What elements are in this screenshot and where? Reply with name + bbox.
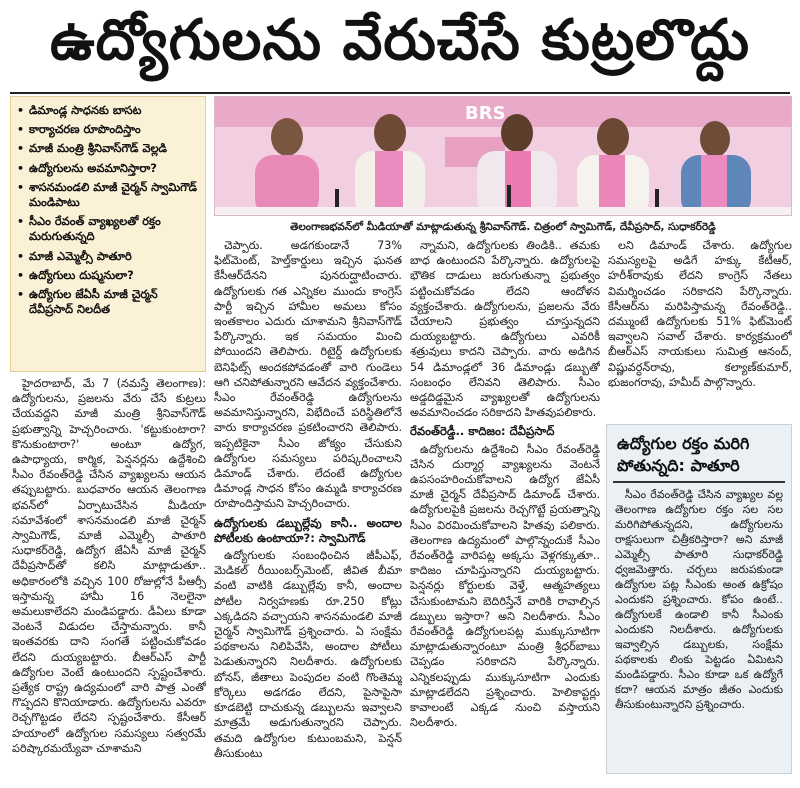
paragraph: ఉద్యోగులను ఉద్దేశించి సీఎం రేవంత్‌రెడ్డి చేసిన దుర్మార్గ వ్యాఖ్యలను వెంటనే ఉపసంహరించుకోవాలని ఉద్యోగ జేఏసీ మాజీ చైర్మన్ దేవీప్రసాద్ డిమాండ్ చేశారు. ఉద్యోగులపైకి ప్రజలను రెచ్చగొట్టే ప్రయత్నాన్ని సీఎం విరమించుకోవాలని హితవు పలికారు. తెలంగాణ ఉద్యమంలో పాల్గొన్నందుకే సీఎం రేవంత్‌రెడ్డి వారిపట్ల అక్కసు వెళ్లగక్కుతూ.. కాదిజం చూపిస్తున్నారని దుయ్యబట్టారు. పెన్షనర్లు కోర్టులకు వెళ్తే, ఆత్మహత్యలు చేసుకుంటామని బెదిరిస్తేనే వారికి రావాల్సిన డబ్బులు ఇస్తారా? అని నిలదీశారు. సీఎం రేవంత్‌రెడ్డి ఉద్యోగులపట్ల ముక్కుసూటిగా మాట్లాడుతున్నారంటూ మంత్రి శ్రీధర్‌బాబు చెప్పడం సరికాదని పేర్కొన్నారు. ఎన్నికలప్పుడు ముక్కుసూటిగా ఎందుకు మాట్లాడలేదని ప్రశ్నించారు. హెలికాప్టర్లు కావాలంటే ఎక్కడ నుంచి వస్తాయని నిలదీశారు. bbox=[410, 442, 600, 730]
highlight-item bbox=[17, 214, 199, 244]
bullet-icon: • bbox=[17, 249, 25, 263]
highlight-item bbox=[17, 141, 199, 156]
paragraph: సీఎం రేవంత్‌రెడ్డి చేసిన వ్యాఖ్యల వల్ల తెలంగాణ ఉద్యోగుల రక్తం సల సల మరిగిపోతున్నదని, ఉద్యోగులను రాక్షసులుగా చిత్రీకరిస్తారా? అని మాజీ ఎమ్మెల్సీ పాతూరి సుధాకర్‌రెడ్డి ధ్వజమెత్తారు. చర్చలు జరుపకుండా ఉద్యోగుల పట్ల సీఎంకు అంత ఉక్రోషం ఎందుకని ప్రశ్నించారు. కోపం ఉంటే.. ఉద్యోగులకే ఉండాలి కానీ సీఎంకు ఎందుకని నిలదీశారు. ఉద్యోగులకు ఇవ్వాల్సిన డబ్బులకు, సంక్షేమ పథకాలకు లింకు పెట్టడం ఏమిటని మండిపడ్డారు. సీఎం కూడా ఒక ఉద్యోగే కదా? ఆయన మాత్రం జీతం ఎందుకు తీసుకుంటున్నారని ప్రశ్నించారు. bbox=[615, 488, 783, 711]
highlight-text: కార్యాచరణ రూపొందిస్తాం bbox=[29, 122, 141, 137]
bullet-icon: • bbox=[17, 180, 25, 194]
highlight-text: ఉద్యోగులను అవమానిస్తారా? bbox=[29, 160, 157, 175]
banner-text: BRS bbox=[465, 103, 506, 124]
highlight-item bbox=[17, 161, 199, 176]
highlight-text: ఉద్యోగులు దుష్మనులా? bbox=[29, 267, 134, 282]
highlight-item bbox=[17, 103, 199, 118]
highlight-item bbox=[17, 287, 199, 317]
press-meet-illustration bbox=[215, 97, 792, 216]
highlight-item bbox=[17, 180, 199, 210]
article-column-1 bbox=[12, 376, 206, 784]
paragraph: ఉద్యోగులకు సంబంధించిన జీపీఎఫ్, మెడికల్ రీయింబర్స్‌మెంట్, జీవిత బీమా వంటి వాటికి డబ్బుల్లేవు కానీ, అందాల పోటీల నిర్వహణకు రూ.250 కోట్లు ఎక్కడిదని వచ్చాయని శాసనమండలి మాజీ చైర్మన్ స్వామిగౌడ్ ప్రశ్నించారు. ఏ సంక్షేమ పథకాలను నిలిపివేసి, అందాల పోటీలు పెడుతున్నారని నిలదీశారు. ఉద్యోగులకు బోనస్, జీతాలు పెంపుదల వంటి గొంతెమ్మ కోర్కెలు అడగడం లేదని, పైసాపైసా కూడబెట్టి దాచుకున్న డబ్బులను ఇవ్వాలని మాత్రమే అడుగుతున్నారని చెప్పారు. తమది ఉద్యోగుల కుటుంబమని, పెన్షన్ తీసుకుంటు bbox=[214, 549, 402, 760]
bullet-icon: • bbox=[17, 123, 25, 137]
paragraph: చెప్పారు. అడగకుండానే 73% ఫిట్‌మెంట్, హెల్త్‌కార్డులు ఇచ్చిన ఘనత కేసీఆర్‌దేనని పునరుద్ఘాటించారు. ఉద్యోగులకు గత ఎన్నికల ముందు కాంగ్రెస్ పార్టీ ఇచ్చిన హామీల అమలు కోసం ఇంతకాలం ఎదురు చూశామని శ్రీనివాస్‌గౌడ్ పేర్కొన్నారు. ఇక సమయం మించి పోయిందని తెలిపారు. రిటైర్డ్ ఉద్యోగులకు బెనిఫిట్స్ అందకపోవడంతో వారి గుండెలు ఆగి చనిపోతున్నారని ఆవేదన వ్యక్తంచేశారు. సీఎం రేవంత్‌రెడ్డి ఉద్యోగులను అవమానిస్తున్నారని, విభేదించే పరిస్థితిలోనే వారు కార్యాచరణ ప్రకటించారని తెలిపారు. ఇప్పటికైనా సీఎం జోక్యం చేసుకుని ఉద్యోగుల సమస్యలు పరిష్కరించాలని డిమాండ్ చేశారు. లేదంటే ఉద్యోగుల డిమాండ్ల సాధన కోసం ఉమ్మడి కార్యాచరణ రూపొందిస్తామని హెచ్చరించారు. bbox=[214, 239, 402, 511]
photo-caption: తెలంగాణభవన్‌లో మీడియాతో మాట్లాడుతున్న శ్రీనివాస్‌గౌడ్. చిత్రంలో స్వామిగౌడ్, దేవీప్రసాద్, సుధాకర్‌రెడ్డి bbox=[290, 221, 716, 233]
sidebar-story-body bbox=[607, 483, 791, 716]
highlights-box bbox=[10, 96, 206, 372]
paragraph: న్నామని, ఉద్యోగులకు తిండికి.. తమకు బాధ ఉంటుందని పేర్కొన్నారు. ఉద్యోగులపై భౌతిక దాడులు జరుగుతున్నా ప్రభుత్వం పట్టించుకోవడం లేదని ఆందోళన వ్యక్తంచేశారు. ఉద్యోగులను, ప్రజలను వేరు చేయాలని ప్రభుత్వం చూస్తున్నదని దుయ్యబట్టారు. ఉద్యోగులు ఎవరికీ శత్రువులు కాదని చెప్పారు. వారు అడిగిన 54 డిమాండ్లలో 36 డిమాండ్లు డబ్బుతో సంబంధం లేనివని తెలిపారు. సీఎం అడ్డదిడ్డమైన వ్యాఖ్యలతో ఉద్యోగులను అవమానించడం సరికాదని హితవుపలికారు. bbox=[410, 239, 600, 420]
article-column-4 bbox=[608, 238, 792, 418]
headline-rule bbox=[10, 92, 790, 94]
bullet-icon: • bbox=[17, 161, 25, 175]
headline: ఉద్యోగులను వేరుచేసే కుట్రలొద్దు bbox=[49, 7, 751, 73]
highlight-text: డిమాండ్ల సాధనకు బాసట bbox=[29, 103, 142, 117]
bullet-icon: • bbox=[17, 104, 25, 117]
press-meet-photo bbox=[214, 96, 792, 216]
highlight-item bbox=[17, 268, 199, 283]
bullet-icon: • bbox=[17, 215, 25, 229]
highlight-text: సీఎం రేవంత్ వ్యాఖ్యలతో రక్తం మరుగుతున్నది bbox=[29, 214, 161, 244]
paragraph: హైదరాబాద్, మే 7 (నమస్తే తెలంగాణ): ఉద్యోగులను, ప్రజలను వేరు చేసే కుట్రలు చేయవద్దని మాజీ మంత్రి శ్రీనివాస్‌గౌడ్ ప్రభుత్వాన్ని హెచ్చరించారు. 'కట్టుకుంటారా? కొనుకుంటారా?' అంటూ ఉద్యోగ, ఉపాధ్యాయ, కార్మిక, పెన్షనర్లను ఉద్దేశించి సీఎం రేవంత్‌రెడ్డి చేసిన వ్యాఖ్యలను ఆయన తప్పుబట్టారు. బుధవారం ఆయన తెలంగాణ భవన్‌లో ఏర్పాటుచేసిన మీడియా సమావేశంలో శాసనమండలి మాజీ చైర్మన్ స్వామిగౌడ్, మాజీ ఎమ్మెల్సీ పాతూరి సుధాకర్‌రెడ్డి, ఉద్యోగ జేఏసీ మాజీ చైర్మన్ దేవీప్రసాద్‌తో కలిసి మాట్లాడుతూ.. అధికారంలోకి వచ్చిన 100 రోజుల్లోనే పీఆర్సీ ఇస్తామన్న హామీ 16 నెలలైనా అమలుకాలేదని మండిపడ్డారు. డీఏలు కూడా వెంటనే విడుదల చేస్తామన్నారు. కానీ ఇంతవరకు దాని సంగతే పట్టించుకోవడం లేదని దుయ్యబట్టారు. బీఆర్‌ఎస్ పార్టీ ఉద్యోగుల వెంటే ఉంటుందని స్పష్టంచేశారు. ప్రత్యేక రాష్ట్ర ఉద్యమంలో వారి పాత్ర ఎంతో గొప్పదని కొనియాడారు. ఉద్యోగులను ఎవరూ రెచ్చగొట్టడం లేదని స్పష్టంచేశారు. కేసీఆర్ హయాంలో ఉద్యోగుల సమస్యలు సత్వరమే పరిష్కారమయ్యేవా చూశామని bbox=[12, 377, 206, 755]
bullet-icon: • bbox=[17, 142, 25, 156]
sidebar-story-box bbox=[606, 424, 792, 774]
highlight-text: మాజీ మంత్రి శ్రీనివాస్‌గౌడ్ వెల్లడి bbox=[29, 141, 167, 156]
highlight-item bbox=[17, 249, 199, 264]
article-column-3 bbox=[410, 238, 600, 784]
highlight-text: శాసనమండలి మాజీ చైర్మన్ స్వామిగౌడ్ మండిపాటు bbox=[29, 179, 198, 210]
sidebar-story-title: ఉద్యోగుల రక్తం మరిగి పోతున్నది: పాతూరి bbox=[613, 425, 785, 483]
article-column-2 bbox=[214, 238, 402, 784]
bullet-icon: • bbox=[17, 268, 25, 282]
highlight-text: మాజీ ఎమ్మెల్సీ పాతూరి bbox=[29, 248, 132, 263]
bullet-icon: • bbox=[17, 288, 25, 302]
highlight-text: ఉద్యోగుల జేఏసీ మాజీ చైర్మన్ దేవీప్రసాద్ నిలదీత bbox=[29, 287, 158, 317]
subheading: ఉద్యోగులకు డబ్బుల్లేవు కానీ.. అందాల పోటీలకు ఉంటాయా?: స్వామిగౌడ్ bbox=[214, 515, 402, 545]
highlight-item bbox=[17, 122, 199, 137]
subheading: రేవంత్‌రెడ్డీ.. కాదిజం: దేవీప్రసాద్ bbox=[410, 424, 555, 439]
highlights-list bbox=[17, 103, 199, 317]
paragraph: లని డిమాండ్ చేశారు. ఉద్యోగుల సమస్యలపై అడిగే హక్కు కేటీఆర్, హరీశ్‌రావుకు లేదని కాంగ్రెస్ నేతలు విమర్శించడం సరికాదని పేర్కొన్నారు. కేసీఆర్‌ను మరిపిస్తామన్న రేవంత్‌రెడ్డి.. దమ్ముంటే ఉద్యోగులకు 51% ఫిట్‌మెంట్ ఇవ్వాలని సవాల్ చేశారు. కార్యక్రమంలో బీఆర్‌ఎస్ నాయకులు సుమిత్ర ఆనంద్, విష్ణువర్ధన్‌రావు, కల్యాణ్‌కుమార్, భుజంగరావు, హమీద్ పాల్గొన్నారు. bbox=[608, 239, 792, 389]
